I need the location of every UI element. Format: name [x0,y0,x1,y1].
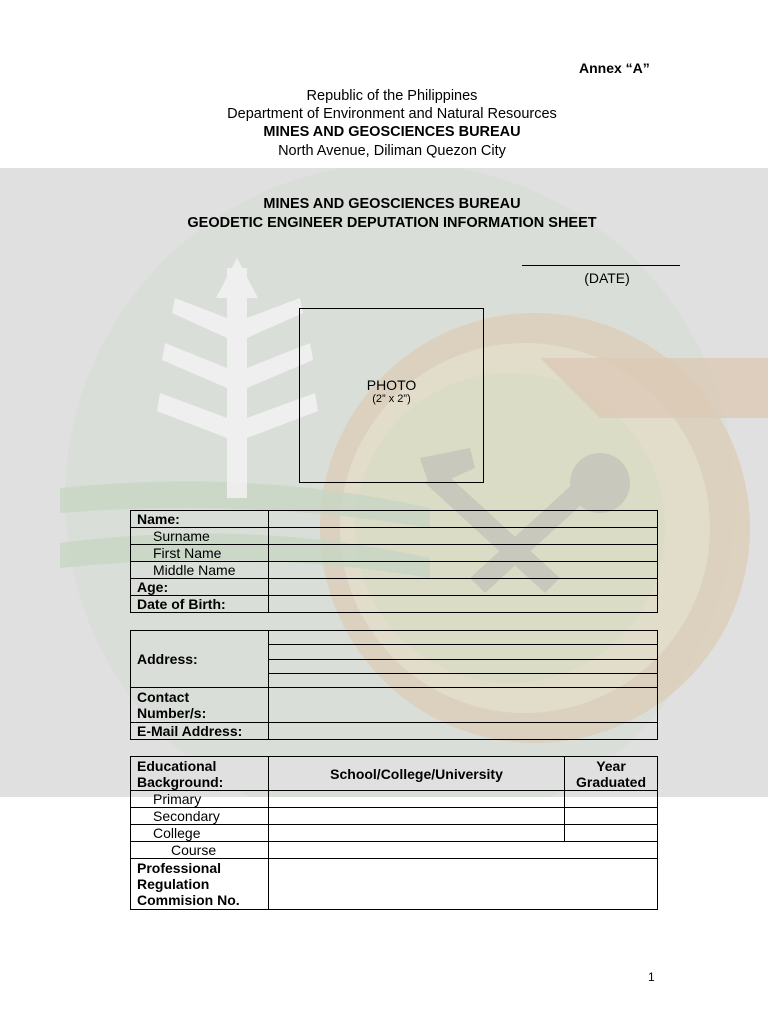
address-field-line3[interactable] [269,660,658,674]
education-header-label: Educational Background: [131,757,269,791]
header-bureau: MINES AND GEOSCIENCES BUREAU [263,124,521,140]
name-label: Name: [131,511,269,528]
email-label: E-Mail Address: [131,723,269,740]
address-field-line4[interactable] [269,674,658,688]
primary-year-field[interactable] [565,791,658,808]
course-field[interactable] [269,842,658,859]
surname-field[interactable] [269,528,658,545]
email-field[interactable] [269,723,658,740]
course-label: Course [131,842,269,859]
college-label: College [131,825,269,842]
college-year-field[interactable] [565,825,658,842]
name-field[interactable] [269,511,658,528]
middle-name-label: Middle Name [131,562,269,579]
header-department: Department of Environment and Natural Resources [227,106,557,122]
year-column-header: Year Graduated [565,757,658,791]
contact-numbers-label: Contact Number/s: [131,688,269,723]
header-republic: Republic of the Philippines [306,88,478,104]
page-number: 1 [648,970,655,984]
annex-label: Annex “A” [579,60,650,76]
prc-number-field[interactable] [269,859,658,910]
primary-school-field[interactable] [269,791,565,808]
header-address: North Avenue, Diliman Quezon City [278,143,506,159]
contact-info-table [130,630,658,740]
middle-name-field[interactable] [269,562,658,579]
secondary-year-field[interactable] [565,808,658,825]
secondary-label: Secondary [131,808,269,825]
form-title-sheet: GEODETIC ENGINEER DEPUTATION INFORMATION SHEET [187,215,597,231]
age-field[interactable] [269,579,658,596]
photo-label: PHOTO [366,377,417,393]
primary-label: Primary [131,791,269,808]
contact-numbers-field[interactable] [269,688,658,723]
school-column-header: School/College/University [269,757,565,791]
address-field-line1[interactable] [269,631,658,645]
first-name-field[interactable] [269,545,658,562]
prc-number-label: Professional Regulation Commision No. [131,859,269,910]
dob-field[interactable] [269,596,658,613]
personal-info-table [130,510,658,613]
dob-label: Date of Birth: [131,596,269,613]
age-label: Age: [131,579,269,596]
first-name-label: First Name [131,545,269,562]
photo-size-label: (2” x 2”) [372,393,411,405]
secondary-school-field[interactable] [269,808,565,825]
surname-label: Surname [131,528,269,545]
address-label: Address: [131,631,269,688]
date-label: (DATE) [584,270,630,286]
college-school-field[interactable] [269,825,565,842]
address-field-line2[interactable] [269,645,658,660]
photo-box[interactable] [299,308,484,483]
education-table [130,756,658,910]
date-field-line[interactable] [522,265,680,266]
form-title-bureau: MINES AND GEOSCIENCES BUREAU [263,196,521,212]
